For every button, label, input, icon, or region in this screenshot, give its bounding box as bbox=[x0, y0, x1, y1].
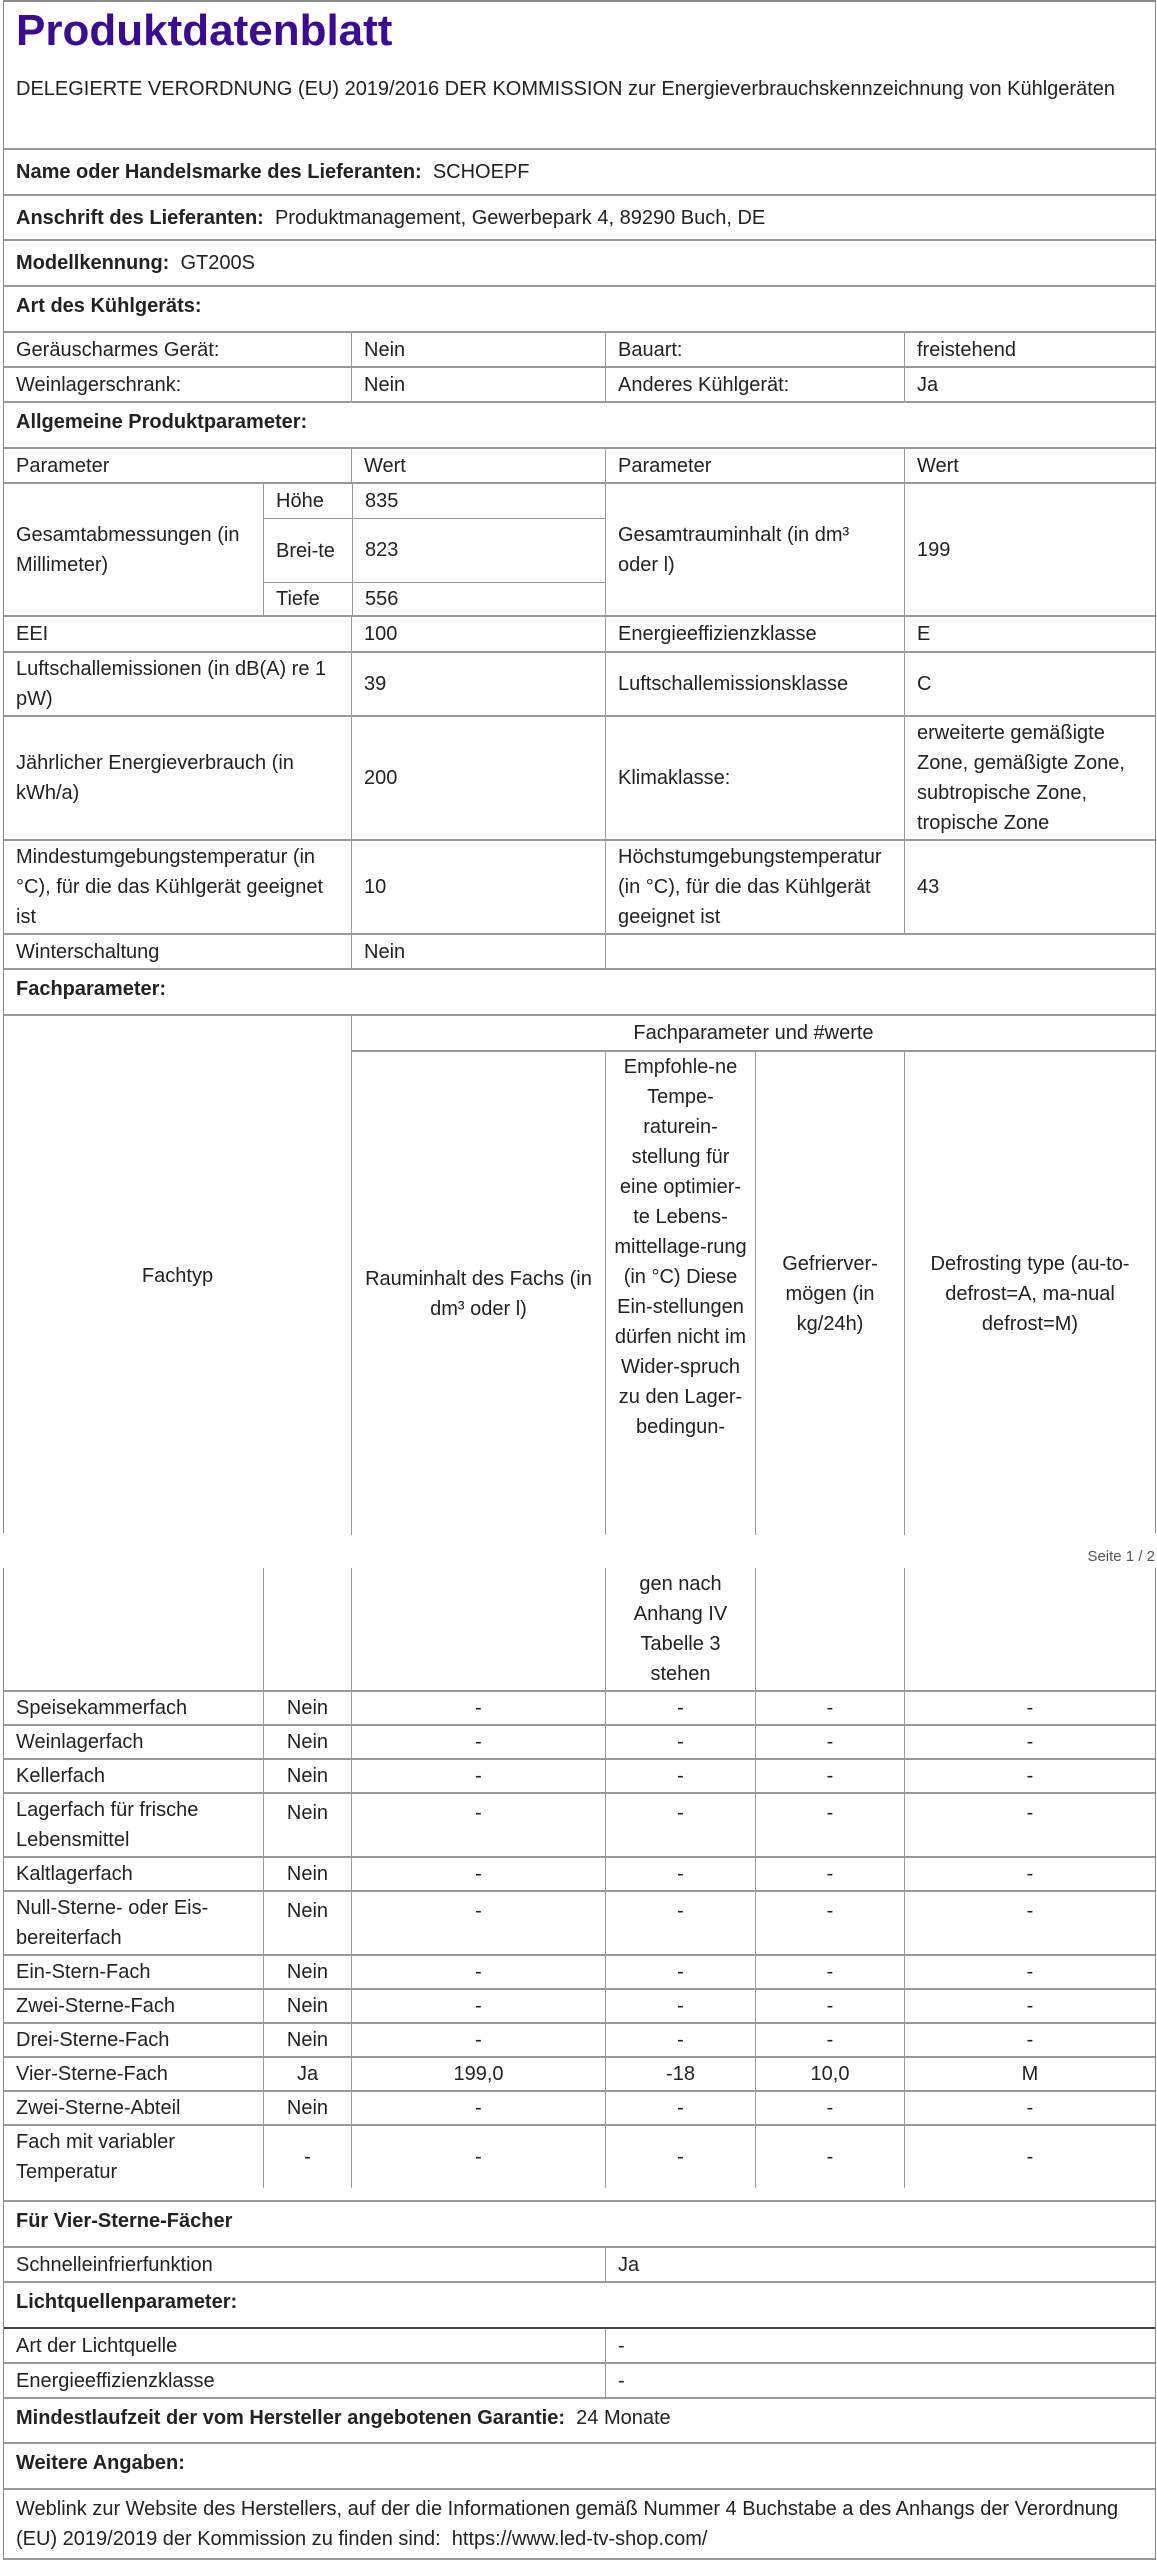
height-label: Höhe bbox=[276, 489, 324, 512]
compartment-freeze: - bbox=[755, 1760, 904, 1792]
fast-freeze-row bbox=[4, 2246, 1155, 2281]
light-type-value: - bbox=[605, 2329, 1155, 2362]
appliance-type-heading: Art des Kühlgeräts: bbox=[16, 295, 202, 317]
compartment-row bbox=[4, 2124, 1155, 2188]
light-class-label: Energieeffizienzklasse bbox=[16, 2369, 215, 2392]
empty-cell bbox=[263, 1568, 351, 1690]
compartment-row bbox=[4, 2056, 1155, 2090]
col-group-header: Fachparameter und #werte bbox=[351, 1016, 1155, 1050]
annual-energy-label: Jährlicher Energieverbrauch (in kWh/a) bbox=[16, 752, 294, 804]
weblink-url[interactable]: https://www.led-tv-shop.com/ bbox=[451, 2528, 708, 2550]
compartment-freeze: - bbox=[755, 1858, 904, 1890]
design-label: Bauart: bbox=[605, 333, 904, 366]
col-parameter-2: Parameter bbox=[605, 449, 904, 482]
compartment-row bbox=[4, 1954, 1155, 1988]
light-type-label: Art der Lichtquelle bbox=[16, 2334, 178, 2357]
supplier-name-label: Name oder Handelsmarke des Lieferanten: bbox=[16, 161, 422, 183]
empty-cell bbox=[605, 935, 1155, 968]
winter-label: Winterschaltung bbox=[16, 940, 160, 963]
compartment-row bbox=[4, 1890, 1155, 1954]
col-defrost-type: Defrosting type (au-to-defrost=A, ma-nual defrost=M) bbox=[904, 1050, 1155, 1535]
compartment-freeze: - bbox=[755, 1990, 904, 2022]
other-appliance-value: Ja bbox=[904, 368, 1155, 401]
col-volume: Rauminhalt des Fachs (in dm³ oder l) bbox=[351, 1050, 605, 1535]
compartment-type: Kaltlagerfach bbox=[16, 1863, 133, 1885]
empty-cell bbox=[904, 1568, 1155, 1690]
eei-row bbox=[4, 615, 1155, 651]
compartment-header-part2 bbox=[4, 1568, 1155, 1690]
compartment-defrost: - bbox=[904, 1956, 1155, 1988]
compartment-header-part1 bbox=[4, 1014, 1155, 1535]
compartment-volume: - bbox=[351, 1794, 605, 1856]
col-parameter: Parameter bbox=[16, 454, 110, 477]
compartment-row bbox=[4, 2090, 1155, 2124]
compartment-temp: - bbox=[605, 1892, 755, 1954]
design-value: freistehend bbox=[904, 333, 1155, 366]
compartment-type: Null-Sterne- oder Eis-bereiterfach bbox=[16, 1897, 209, 1949]
compartment-freeze: - bbox=[755, 2126, 904, 2188]
page-2 bbox=[3, 1568, 1156, 2560]
compartment-volume: - bbox=[351, 2126, 605, 2188]
compartment-volume: - bbox=[351, 1692, 605, 1724]
warranty-value: 24 Monate bbox=[576, 2407, 671, 2429]
compartment-row bbox=[4, 1988, 1155, 2022]
empty-cell bbox=[4, 1568, 263, 1690]
compartment-present: Ja bbox=[263, 2058, 351, 2090]
model-value: GT200S bbox=[180, 252, 255, 274]
climate-class-label: Klimaklasse: bbox=[605, 717, 904, 839]
page-number: Seite 1 / 2 bbox=[1087, 1548, 1155, 1565]
compartment-present: Nein bbox=[263, 1794, 351, 1856]
compartment-type: Lagerfach für frische Lebensmittel bbox=[16, 1799, 199, 1851]
light-heading: Lichtquellenparameter: bbox=[16, 2291, 238, 2313]
energy-climate-row bbox=[4, 715, 1155, 839]
col-recommended-temp-cont: gen nach Anhang IV Tabelle 3 stehen bbox=[605, 1568, 755, 1690]
dimensions-label: Gesamtabmessungen (in Millimeter) bbox=[16, 523, 240, 576]
appliance-type-heading-row bbox=[4, 285, 1155, 331]
compartment-defrost: - bbox=[904, 1858, 1155, 1890]
compartment-row bbox=[4, 2022, 1155, 2056]
compartment-temp: - bbox=[605, 1726, 755, 1758]
compartment-present: - bbox=[263, 2126, 351, 2188]
four-star-heading: Für Vier-Sterne-Fächer bbox=[16, 2210, 233, 2232]
col-value-2: Wert bbox=[904, 449, 1155, 482]
supplier-address-value: Produktmanagement, Gewerbepark 4, 89290 Buch, DE bbox=[274, 206, 766, 229]
compartment-row bbox=[4, 1758, 1155, 1792]
dimensions-subgrid bbox=[263, 484, 605, 615]
light-class-row bbox=[4, 2362, 1155, 2397]
compartment-type: Zwei-Sterne-Fach bbox=[16, 1995, 175, 2017]
compartment-freeze: - bbox=[755, 2024, 904, 2056]
general-header-row bbox=[4, 447, 1155, 482]
light-class-value: - bbox=[605, 2364, 1155, 2397]
compartments-heading: Fachparameter: bbox=[16, 978, 167, 1000]
energy-class-label: Energieeffizienzklasse bbox=[605, 617, 904, 651]
compartment-type: Zwei-Sterne-Abteil bbox=[16, 2097, 181, 2119]
fast-freeze-value: Ja bbox=[605, 2248, 1155, 2281]
warranty-label: Mindestlaufzeit der vom Hersteller angebotenen Garantie: bbox=[16, 2407, 566, 2429]
compartment-present: Nein bbox=[263, 1990, 351, 2022]
compartment-row bbox=[4, 1856, 1155, 1890]
compartment-defrost: - bbox=[904, 1726, 1155, 1758]
appliance-type-row bbox=[4, 331, 1155, 366]
compartment-temp: - bbox=[605, 1858, 755, 1890]
compartment-row bbox=[4, 1792, 1155, 1856]
compartment-present: Nein bbox=[263, 1692, 351, 1724]
max-temp-label: Höchstumgebungstemperatur (in °C), für die das Kühlgerät geeignet ist bbox=[605, 841, 904, 933]
compartment-type: Speisekammerfach bbox=[16, 1697, 188, 1719]
regulation-subtitle: DELEGIERTE VERORDNUNG (EU) 2019/2016 DER KOMMISSION zur Energieverbrauchskennzeichnung von Kühlgeräten bbox=[16, 78, 1115, 100]
low-noise-label: Geräuscharmes Gerät: bbox=[16, 338, 220, 361]
depth-label: Tiefe bbox=[264, 582, 352, 615]
compartment-type: Weinlagerfach bbox=[16, 1731, 144, 1753]
compartment-defrost: - bbox=[904, 1990, 1155, 2022]
compartment-volume: - bbox=[351, 1990, 605, 2022]
compartment-defrost: - bbox=[904, 1892, 1155, 1954]
compartment-temp: -18 bbox=[605, 2058, 755, 2090]
more-heading-row bbox=[4, 2442, 1155, 2488]
supplier-name-row bbox=[4, 148, 1155, 194]
low-noise-value: Nein bbox=[351, 333, 605, 366]
compartment-freeze: 10,0 bbox=[755, 2058, 904, 2090]
compartment-freeze: - bbox=[755, 2092, 904, 2124]
compartment-type: Fach mit variabler Temperatur bbox=[16, 2131, 175, 2183]
total-volume-value: 199 bbox=[904, 484, 1155, 615]
compartment-defrost: - bbox=[904, 2092, 1155, 2124]
total-volume-label: Gesamtrauminhalt (in dm³ oder l) bbox=[605, 484, 904, 615]
compartment-freeze: - bbox=[755, 1956, 904, 1988]
wine-cabinet-value: Nein bbox=[351, 368, 605, 401]
fast-freeze-label: Schnelleinfrierfunktion bbox=[16, 2253, 213, 2276]
page-title: Produktdatenblatt bbox=[16, 6, 393, 55]
compartment-defrost: - bbox=[904, 1692, 1155, 1724]
compartment-temp: - bbox=[605, 1760, 755, 1792]
supplier-name-value: SCHOEPF bbox=[432, 161, 530, 183]
other-appliance-label: Anderes Kühlgerät: bbox=[605, 368, 904, 401]
noise-class-label: Luftschallemissionsklasse bbox=[605, 653, 904, 715]
compartment-freeze: - bbox=[755, 1692, 904, 1724]
compartment-type: Kellerfach bbox=[16, 1765, 105, 1787]
compartment-freeze: - bbox=[755, 1794, 904, 1856]
compartment-volume: - bbox=[351, 2092, 605, 2124]
compartment-type: Ein-Stern-Fach bbox=[16, 1961, 151, 1983]
height-value: 835 bbox=[352, 484, 605, 518]
compartment-row bbox=[4, 1690, 1155, 1724]
noise-row bbox=[4, 651, 1155, 715]
compartment-volume: 199,0 bbox=[351, 2058, 605, 2090]
appliance-type-row bbox=[4, 366, 1155, 401]
compartment-present: Nein bbox=[263, 1956, 351, 1988]
weblink-row bbox=[4, 2488, 1155, 2560]
col-value: Wert bbox=[351, 449, 605, 482]
empty-cell bbox=[351, 1568, 605, 1690]
compartment-volume: - bbox=[351, 1956, 605, 1988]
eei-label: EEI bbox=[16, 623, 49, 645]
compartment-defrost: - bbox=[904, 2126, 1155, 2188]
compartment-volume: - bbox=[351, 1858, 605, 1890]
compartment-present: Nein bbox=[263, 2024, 351, 2056]
compartment-temp: - bbox=[605, 1692, 755, 1724]
compartment-present: Nein bbox=[263, 2092, 351, 2124]
four-star-heading-row bbox=[4, 2200, 1155, 2246]
compartment-temp: - bbox=[605, 1956, 755, 1988]
supplier-address-row bbox=[4, 194, 1155, 239]
min-temp-label: Mindestumgebungstemperatur (in °C), für die das Kühlgerät geeignet ist bbox=[16, 846, 324, 928]
climate-class-value: erweiterte gemäßigte Zone, gemäßigte Zone, subtropische Zone, tropische Zone bbox=[904, 717, 1155, 839]
general-heading: Allgemeine Produktparameter: bbox=[16, 411, 308, 433]
general-heading-row bbox=[4, 401, 1155, 447]
compartment-present: Nein bbox=[263, 1760, 351, 1792]
compartment-temp: - bbox=[605, 2092, 755, 2124]
col-freezing-capacity: Gefrierver-mögen (in kg/24h) bbox=[755, 1050, 904, 1535]
compartment-defrost: - bbox=[904, 1794, 1155, 1856]
winter-value: Nein bbox=[351, 935, 605, 968]
dimensions-row bbox=[4, 482, 1155, 615]
compartment-defrost: M bbox=[904, 2058, 1155, 2090]
compartment-type: Drei-Sterne-Fach bbox=[16, 2029, 170, 2051]
compartment-volume: - bbox=[351, 1892, 605, 1954]
annual-energy-value: 200 bbox=[351, 717, 605, 839]
compartment-temp: - bbox=[605, 2024, 755, 2056]
col-compartment-type: Fachtyp bbox=[141, 1264, 214, 1287]
depth-value: 556 bbox=[352, 582, 605, 615]
page-1 bbox=[3, 0, 1156, 1533]
compartment-present: Nein bbox=[263, 1726, 351, 1758]
noise-class-value: C bbox=[904, 653, 1155, 715]
empty-cell bbox=[755, 1568, 904, 1690]
compartment-type: Vier-Sterne-Fach bbox=[16, 2063, 168, 2085]
compartments-heading-row bbox=[4, 968, 1155, 1014]
warranty-row bbox=[4, 2397, 1155, 2442]
winter-row bbox=[4, 933, 1155, 968]
temperature-row bbox=[4, 839, 1155, 933]
compartment-present: Nein bbox=[263, 1858, 351, 1890]
compartment-defrost: - bbox=[904, 1760, 1155, 1792]
compartment-volume: - bbox=[351, 2024, 605, 2056]
more-heading: Weitere Angaben: bbox=[16, 2452, 185, 2474]
compartment-defrost: - bbox=[904, 2024, 1155, 2056]
model-row bbox=[4, 239, 1155, 285]
noise-label: Luftschallemissionen (in dB(A) re 1 pW) bbox=[16, 658, 327, 710]
noise-value: 39 bbox=[351, 653, 605, 715]
compartment-temp: - bbox=[605, 1990, 755, 2022]
width-label: Brei-te bbox=[264, 518, 352, 582]
weblink-text: Weblink zur Website des Herstellers, auf der die Informationen gemäß Nummer 4 Buchstabe a des Anhangs der Verordnung (EU) 2019/2019 der Kommission zu finden sind: bbox=[16, 2498, 1119, 2550]
min-temp-value: 10 bbox=[351, 841, 605, 933]
wine-cabinet-label: Weinlagerschrank: bbox=[16, 373, 182, 396]
compartment-volume: - bbox=[351, 1760, 605, 1792]
light-type-row bbox=[4, 2327, 1155, 2362]
supplier-address-label: Anschrift des Lieferanten: bbox=[16, 206, 264, 229]
compartment-volume: - bbox=[351, 1726, 605, 1758]
compartment-present: Nein bbox=[263, 1892, 351, 1954]
max-temp-value: 43 bbox=[904, 841, 1155, 933]
compartment-row bbox=[4, 1724, 1155, 1758]
eei-value: 100 bbox=[351, 617, 605, 651]
width-value: 823 bbox=[352, 518, 605, 582]
compartment-temp: - bbox=[605, 2126, 755, 2188]
compartment-freeze: - bbox=[755, 1726, 904, 1758]
light-heading-row bbox=[4, 2281, 1155, 2327]
compartment-freeze: - bbox=[755, 1892, 904, 1954]
energy-class-value: E bbox=[904, 617, 1155, 651]
col-recommended-temp: Empfohle-ne Tempe-raturein-stellung für eine optimier-te Lebens-mittellage-rung (in °C) Diese Ein-stellungen dürfen nicht im Wider-spruch zu den Lager-bedingun- bbox=[605, 1050, 755, 1535]
compartment-temp: - bbox=[605, 1794, 755, 1856]
model-label: Modellkennung: bbox=[16, 252, 170, 274]
